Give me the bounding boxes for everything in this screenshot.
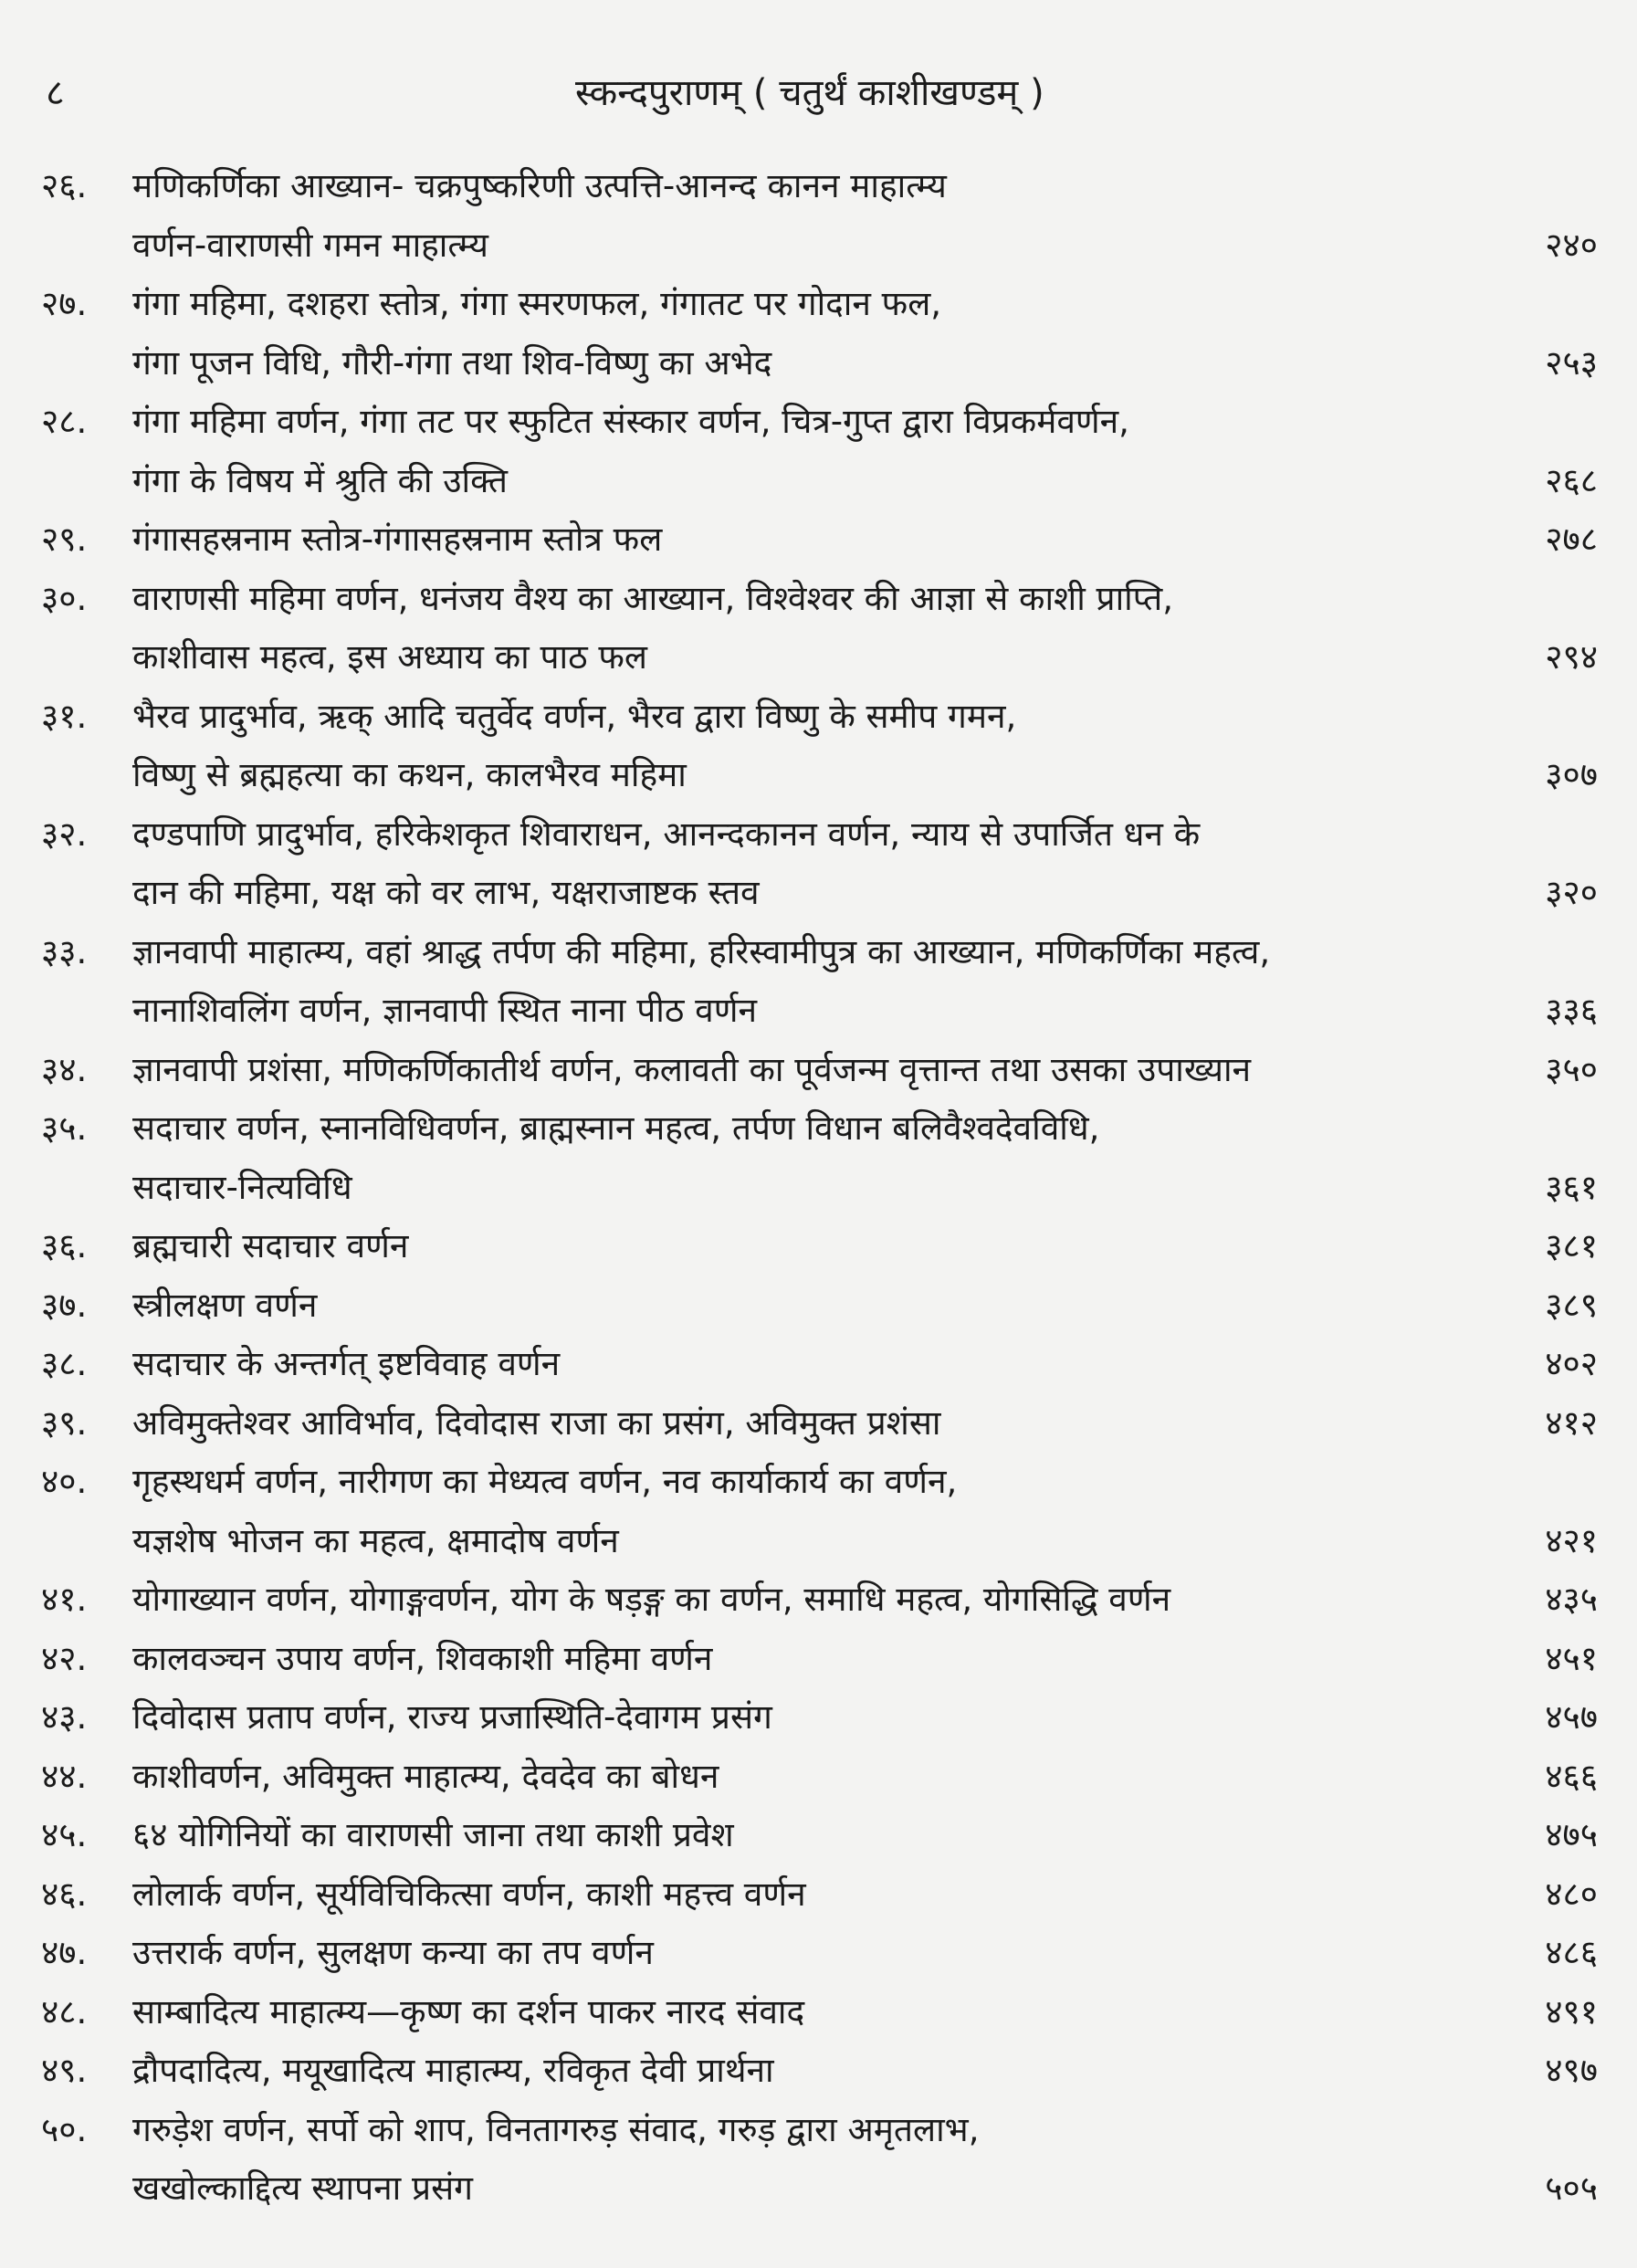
page-reference: २७८ bbox=[1545, 520, 1598, 559]
chapter-number: ४८. bbox=[41, 1991, 88, 2032]
page-reference: ३३६ bbox=[1545, 991, 1598, 1030]
chapter-title-text: काशीवास महत्व, इस अध्याय का पाठ फल bbox=[132, 637, 647, 677]
chapter-title-text: ब्रह्मचारी सदाचार वर्णन bbox=[132, 1226, 409, 1265]
chapter-title-text: खखोल्काद्दित्य स्थापना प्रसंग bbox=[132, 2168, 473, 2208]
toc-entry bbox=[41, 1453, 1598, 1570]
chapter-title-text: अविमुक्तेश्वर आविर्भाव, दिवोदास राजा का प्रसंग, अविमुक्त प्रशंसा bbox=[132, 1402, 941, 1443]
chapter-title-text: गंगा महिमा, दशहरा स्तोत्र, गंगा स्मरणफल, गंगातट पर गोदान फल, bbox=[132, 284, 942, 323]
chapter-number: ३४. bbox=[41, 1049, 88, 1089]
chapter-title-text: द्रौपदादित्य, मयूखादित्य माहात्म्य, रविकृत देवी प्रार्थना bbox=[132, 2051, 774, 2090]
chapter-number: ४९. bbox=[41, 2051, 88, 2090]
page-reference: ३२० bbox=[1545, 873, 1598, 912]
toc-entry bbox=[41, 805, 1598, 923]
toc-entry-first-line bbox=[41, 805, 1598, 865]
page-reference: ३८१ bbox=[1545, 1226, 1598, 1265]
chapter-number: ५०. bbox=[41, 2109, 88, 2149]
chapter-title-text: सदाचार-नित्यविधि bbox=[132, 1167, 352, 1207]
toc-entry bbox=[41, 1924, 1598, 1983]
chapter-number: ४७. bbox=[41, 1933, 88, 1972]
chapter-number: ३०. bbox=[41, 578, 88, 618]
toc-entry bbox=[41, 510, 1598, 570]
toc-entry bbox=[41, 275, 1598, 393]
toc-entry-continuation-line bbox=[41, 216, 1598, 276]
toc-entry-first-line bbox=[41, 570, 1598, 629]
toc-entry bbox=[41, 1688, 1598, 1748]
chapter-number: ३६. bbox=[41, 1226, 88, 1265]
toc-entry-first-line bbox=[41, 1570, 1598, 1630]
toc-entry bbox=[41, 1099, 1598, 1217]
page-reference: ३८९ bbox=[1545, 1285, 1598, 1325]
chapter-title-text: गृहस्थधर्म वर्णन, नारीगण का मेध्यत्व वर्णन, नव कार्याकार्य का वर्णन, bbox=[132, 1462, 958, 1501]
chapter-number: २९. bbox=[41, 520, 88, 559]
chapter-title-text: गंगा महिमा वर्णन, गंगा तट पर स्फुटित संस्कार वर्णन, चित्र-गुप्त द्वारा विप्रकर्मवर्णन, bbox=[132, 402, 1129, 441]
page-reference: ४९१ bbox=[1545, 1991, 1598, 2032]
toc-entry bbox=[41, 157, 1598, 275]
page-reference: ४१२ bbox=[1545, 1402, 1598, 1443]
chapter-number: ४३. bbox=[41, 1697, 88, 1737]
chapter-title-text: ज्ञानवापी प्रशंसा, मणिकर्णिकातीर्थ वर्णन, कलावती का पूर्वजन्म वृत्तान्त तथा उसका उपाख्यान bbox=[132, 1049, 1252, 1089]
chapter-title-text: वर्णन-वाराणसी गमन माहात्म्य bbox=[132, 225, 489, 265]
chapter-number: २६. bbox=[41, 166, 88, 205]
chapter-title-text: विष्णु से ब्रह्महत्या का कथन, कालभैरव महिमा bbox=[132, 755, 687, 794]
chapter-title-text: लोलार्क वर्णन, सूर्यविचिकित्सा वर्णन, काशी महत्त्व वर्णन bbox=[132, 1874, 806, 1914]
chapter-number: ३२. bbox=[41, 814, 88, 854]
toc-entry bbox=[41, 1276, 1598, 1336]
toc-entry-first-line bbox=[41, 1983, 1598, 2042]
chapter-title-text: दण्डपाणि प्रादुर्भाव, हरिकेशकृत शिवाराधन, आनन्दकानन वर्णन, न्याय से उपार्जित धन के bbox=[132, 814, 1201, 854]
chapter-title-text: भैरव प्रादुर्भाव, ऋक् आदि चतुर्वेद वर्णन, भैरव द्वारा विष्णु के समीप गमन, bbox=[132, 696, 1017, 736]
chapter-title-text: उत्तरार्क वर्णन, सुलक्षण कन्या का तप वर्णन bbox=[132, 1933, 654, 1972]
toc-entry-first-line bbox=[41, 1335, 1598, 1394]
chapter-title-text: काशीवर्णन, अविमुक्त माहात्म्य, देवदेव का बोधन bbox=[132, 1756, 719, 1796]
chapter-title-text: यज्ञशेष भोजन का महत्व, क्षमादोष वर्णन bbox=[132, 1520, 619, 1560]
toc-entry bbox=[41, 570, 1598, 688]
table-of-contents bbox=[41, 157, 1598, 2219]
chapter-number: ४४. bbox=[41, 1756, 88, 1796]
page-reference: ३५० bbox=[1545, 1049, 1598, 1089]
toc-entry-first-line bbox=[41, 275, 1598, 334]
toc-entry-first-line bbox=[41, 1806, 1598, 1865]
chapter-number: ४६. bbox=[41, 1874, 88, 1914]
toc-entry-first-line bbox=[41, 1453, 1598, 1512]
page-reference: २६८ bbox=[1545, 460, 1598, 500]
chapter-number: ४२. bbox=[41, 1638, 88, 1678]
chapter-number: ३७. bbox=[41, 1285, 88, 1325]
toc-entry bbox=[41, 1570, 1598, 1630]
toc-entry bbox=[41, 1806, 1598, 1865]
chapter-number: ३९. bbox=[41, 1402, 88, 1443]
chapter-number: ४०. bbox=[41, 1462, 88, 1501]
toc-entry-first-line bbox=[41, 157, 1598, 216]
page-reference: ४७५ bbox=[1545, 1815, 1598, 1854]
page-reference: ४३५ bbox=[1545, 1580, 1598, 1619]
toc-entry-continuation-line bbox=[41, 452, 1598, 511]
toc-entry-first-line bbox=[41, 688, 1598, 747]
chapter-title-text: योगाख्यान वर्णन, योगाङ्गवर्णन, योग के षड़ङ्ग का वर्णन, समाधि महत्व, योगसिद्धि वर्णन bbox=[132, 1580, 1171, 1619]
chapter-title-text: सदाचार के अन्तर्गत् इष्टविवाह वर्णन bbox=[132, 1344, 561, 1383]
toc-entry-continuation-line bbox=[41, 746, 1598, 805]
toc-entry bbox=[41, 2101, 1598, 2219]
toc-entry-first-line bbox=[41, 2101, 1598, 2160]
toc-entry-first-line bbox=[41, 393, 1598, 452]
page-reference: ३६१ bbox=[1545, 1167, 1598, 1207]
toc-entry-first-line bbox=[41, 1217, 1598, 1276]
chapter-title-text: नानाशिवलिंग वर्णन, ज्ञानवापी स्थित नाना पीठ वर्णन bbox=[132, 991, 757, 1030]
page-reference: ४५७ bbox=[1545, 1697, 1598, 1737]
chapter-title-text: गंगा के विषय में श्रुति की उक्ति bbox=[132, 460, 509, 500]
chapter-title-text: दिवोदास प्रताप वर्णन, राज्य प्रजास्थिति-देवागम प्रसंग bbox=[132, 1697, 772, 1737]
toc-entry bbox=[41, 1983, 1598, 2042]
chapter-number: ३३. bbox=[41, 931, 88, 971]
toc-entry-continuation-line bbox=[41, 982, 1598, 1041]
toc-entry-first-line bbox=[41, 510, 1598, 570]
toc-entry bbox=[41, 1217, 1598, 1276]
toc-entry bbox=[41, 1335, 1598, 1394]
toc-entry bbox=[41, 1865, 1598, 1925]
toc-entry-first-line bbox=[41, 923, 1598, 982]
page-reference: ४६६ bbox=[1545, 1756, 1598, 1796]
page-reference: ४८० bbox=[1545, 1874, 1598, 1914]
toc-entry bbox=[41, 923, 1598, 1041]
chapter-number: ४५. bbox=[41, 1815, 88, 1854]
chapter-title-text: मणिकर्णिका आख्यान- चक्रपुष्करिणी उत्पत्ति-आनन्द कानन माहात्म्य bbox=[132, 166, 947, 205]
page-reference: ५०५ bbox=[1545, 2168, 1598, 2208]
page-reference: ३०७ bbox=[1545, 755, 1598, 794]
toc-entry bbox=[41, 1630, 1598, 1689]
toc-entry-first-line bbox=[41, 1041, 1598, 1100]
toc-entry-first-line bbox=[41, 1276, 1598, 1336]
toc-entry bbox=[41, 1394, 1598, 1454]
chapter-number: ३१. bbox=[41, 696, 88, 736]
page-number: ८ bbox=[46, 72, 65, 114]
toc-entry-first-line bbox=[41, 1099, 1598, 1159]
toc-entry bbox=[41, 2042, 1598, 2101]
toc-entry-first-line bbox=[41, 1630, 1598, 1689]
toc-entry-continuation-line bbox=[41, 1159, 1598, 1218]
chapter-title-text: स्त्रीलक्षण वर्णन bbox=[132, 1285, 318, 1325]
book-title: स्कन्दपुराणम् ( चतुर्थं काशीखण्डम् ) bbox=[575, 72, 1044, 114]
toc-entry-first-line bbox=[41, 1748, 1598, 1807]
toc-entry bbox=[41, 688, 1598, 805]
toc-entry-first-line bbox=[41, 1865, 1598, 1925]
toc-entry bbox=[41, 1748, 1598, 1807]
chapter-number: ४१. bbox=[41, 1580, 88, 1619]
toc-entry-first-line bbox=[41, 1688, 1598, 1748]
toc-entry bbox=[41, 1041, 1598, 1100]
toc-entry-continuation-line bbox=[41, 2159, 1598, 2219]
chapter-title-text: गंगासहस्रनाम स्तोत्र-गंगासहस्रनाम स्तोत्र फल bbox=[132, 520, 663, 559]
chapter-number: २७. bbox=[41, 284, 88, 323]
page-reference: ४५१ bbox=[1545, 1638, 1598, 1678]
chapter-title-text: सदाचार वर्णन, स्नानविधिवर्णन, ब्राह्मस्नान महत्व, तर्पण विधान बलिवैश्वदेवविधि, bbox=[132, 1108, 1100, 1148]
page-reference: ४९७ bbox=[1545, 2051, 1598, 2090]
chapter-title-text: ज्ञानवापी माहात्म्य, वहां श्राद्ध तर्पण की महिमा, हरिस्वामीपुत्र का आख्यान, मणिकर्णिका महत्व, bbox=[132, 931, 1271, 971]
chapter-title-text: कालवञ्चन उपाय वर्णन, शिवकाशी महिमा वर्णन bbox=[132, 1638, 713, 1678]
page-reference: २४० bbox=[1545, 225, 1598, 265]
chapter-title-text: वाराणसी महिमा वर्णन, धनंजय वैश्य का आख्यान, विश्वेश्वर की आज्ञा से काशी प्राप्ति, bbox=[132, 578, 1174, 618]
chapter-number: ३५. bbox=[41, 1108, 88, 1148]
chapter-number: २८. bbox=[41, 402, 88, 441]
toc-entry-continuation-line bbox=[41, 1512, 1598, 1571]
toc-entry bbox=[41, 393, 1598, 510]
toc-entry-continuation-line bbox=[41, 334, 1598, 394]
chapter-title-text: साम्बादित्य माहात्म्य—कृष्ण का दर्शन पाकर नारद संवाद bbox=[132, 1991, 805, 2032]
toc-entry-first-line bbox=[41, 1924, 1598, 1983]
chapter-title-text: ६४ योगिनियों का वाराणसी जाना तथा काशी प्रवेश bbox=[132, 1815, 734, 1854]
chapter-title-text: दान की महिमा, यक्ष को वर लाभ, यक्षराजाष्टक स्तव bbox=[132, 873, 760, 912]
page-reference: २५३ bbox=[1545, 342, 1598, 383]
page-reference: ४८६ bbox=[1545, 1933, 1598, 1972]
toc-entry-continuation-line bbox=[41, 864, 1598, 923]
toc-entry-continuation-line bbox=[41, 628, 1598, 688]
toc-entry-first-line bbox=[41, 1394, 1598, 1454]
chapter-title-text: गंगा पूजन विधि, गौरी-गंगा तथा शिव-विष्णु का अभेद bbox=[132, 342, 772, 383]
page-reference: २९४ bbox=[1545, 637, 1598, 677]
page-reference: ४२१ bbox=[1545, 1520, 1598, 1560]
chapter-number: ३८. bbox=[41, 1344, 88, 1383]
chapter-title-text: गरुड़ेश वर्णन, सर्पो को शाप, विनतागरुड़ संवाद, गरुड़ द्वारा अमृतलाभ, bbox=[132, 2109, 980, 2149]
page-header bbox=[46, 66, 1591, 121]
toc-entry-first-line bbox=[41, 2042, 1598, 2101]
page-reference: ४०२ bbox=[1545, 1344, 1598, 1383]
